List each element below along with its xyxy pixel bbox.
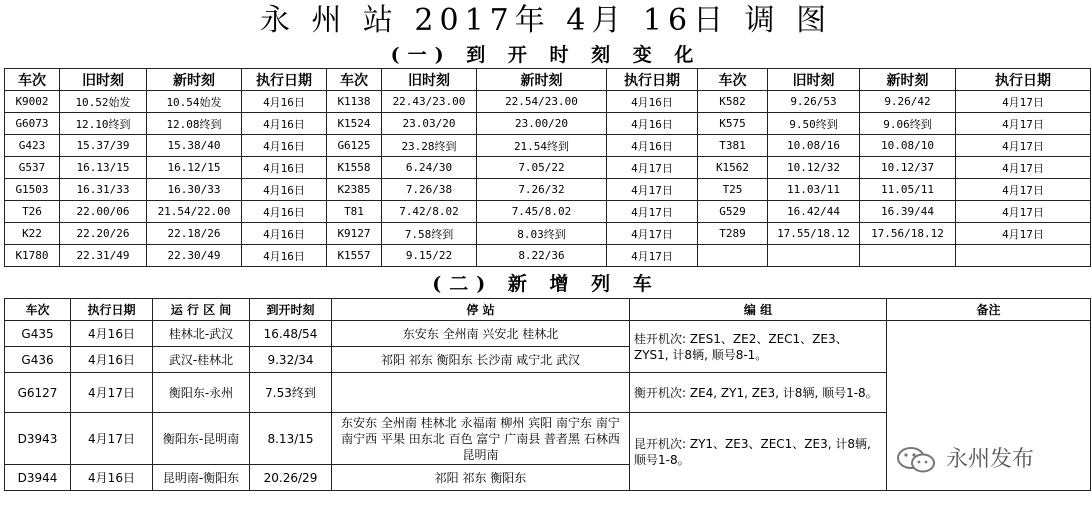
old-time: 22.43/23.00 [382, 91, 477, 113]
new-time: 7.26/32 [477, 179, 607, 201]
execution-date: 4月17日 [956, 91, 1091, 113]
old-time: 9.15/22 [382, 245, 477, 267]
execution-date: 4月16日 [242, 223, 327, 245]
column-header: 新时刻 [147, 69, 242, 91]
train-number: K1138 [327, 91, 382, 113]
arrive-depart-time: 9.32/34 [250, 347, 332, 373]
column-header: 执行日期 [607, 69, 698, 91]
train-number: T25 [698, 179, 768, 201]
train-number: D3944 [5, 465, 71, 491]
train-number: G436 [5, 347, 71, 373]
new-time: 7.05/22 [477, 157, 607, 179]
execution-date: 4月16日 [242, 113, 327, 135]
execution-date: 4月16日 [242, 157, 327, 179]
train-number: G529 [698, 201, 768, 223]
old-time: 16.31/33 [60, 179, 147, 201]
column-header: 车次 [5, 299, 71, 321]
new-time: 22.18/26 [147, 223, 242, 245]
new-time: 7.45/8.02 [477, 201, 607, 223]
train-number: K1780 [5, 245, 60, 267]
train-number: K1562 [698, 157, 768, 179]
old-time: 17.55/18.12 [768, 223, 860, 245]
execution-date: 4月17日 [607, 245, 698, 267]
old-time [768, 245, 860, 267]
table-row [5, 157, 1091, 179]
old-time: 10.52始发 [60, 91, 147, 113]
train-number: K22 [5, 223, 60, 245]
old-time: 16.42/44 [768, 201, 860, 223]
execution-date: 4月17日 [607, 157, 698, 179]
column-header: 运 行 区 间 [153, 299, 250, 321]
train-number [698, 245, 768, 267]
new-time: 22.30/49 [147, 245, 242, 267]
new-time [860, 245, 956, 267]
old-time: 7.58终到 [382, 223, 477, 245]
train-number: G423 [5, 135, 60, 157]
old-time: 22.00/06 [60, 201, 147, 223]
train-number: K1557 [327, 245, 382, 267]
page-title: 永 州 站 2017年 4月 16日 调 图 [259, 3, 833, 38]
train-number: G1503 [5, 179, 60, 201]
table-row [5, 223, 1091, 245]
new-time: 15.38/40 [147, 135, 242, 157]
table-header-row [5, 69, 1091, 91]
old-time: 11.03/11 [768, 179, 860, 201]
train-number: T289 [698, 223, 768, 245]
execution-date: 4月17日 [956, 113, 1091, 135]
new-time: 17.56/18.12 [860, 223, 956, 245]
new-time: 8.22/36 [477, 245, 607, 267]
new-time: 21.54终到 [477, 135, 607, 157]
execution-date: 4月17日 [607, 201, 698, 223]
execution-date: 4月17日 [71, 413, 153, 465]
column-header: 执行日期 [242, 69, 327, 91]
arrive-depart-time: 7.53终到 [250, 373, 332, 413]
train-number: G537 [5, 157, 60, 179]
new-time: 9.06终到 [860, 113, 956, 135]
new-time: 21.54/22.00 [147, 201, 242, 223]
old-time: 7.42/8.02 [382, 201, 477, 223]
train-number: G6125 [327, 135, 382, 157]
train-number: G435 [5, 321, 71, 347]
new-time: 11.05/11 [860, 179, 956, 201]
train-number: K582 [698, 91, 768, 113]
column-header: 旧时刻 [382, 69, 477, 91]
section2-title: (二) 新 增 列 车 [432, 273, 660, 295]
execution-date: 4月16日 [242, 245, 327, 267]
train-number: K1524 [327, 113, 382, 135]
old-time: 23.28终到 [382, 135, 477, 157]
stops: 祁阳 祁东 衡阳东 长沙南 咸宁北 武汉 [332, 347, 630, 373]
route: 衡阳东-昆明南 [153, 413, 250, 465]
stops: 东安东 全州南 兴安北 桂林北 [332, 321, 630, 347]
formation: 昆开机次: ZY1、ZE3、ZEC1、ZE3, 计8辆, 顺号1-8。 [630, 413, 887, 491]
old-time: 10.12/32 [768, 157, 860, 179]
table-row [5, 245, 1091, 267]
arrive-depart-time: 16.48/54 [250, 321, 332, 347]
table-row [5, 91, 1091, 113]
table-row [5, 135, 1091, 157]
column-header: 新时刻 [860, 69, 956, 91]
column-header: 备注 [887, 299, 1091, 321]
train-number: K2385 [327, 179, 382, 201]
formation: 桂开机次: ZES1、ZE2、ZEC1、ZE3、ZYS1, 计8辆, 顺号8-1。 [630, 321, 887, 373]
route: 昆明南-衡阳东 [153, 465, 250, 491]
train-number: T381 [698, 135, 768, 157]
execution-date: 4月17日 [956, 201, 1091, 223]
formation: 衡开机次: ZE4, ZY1, ZE3, 计8辆, 顺号1-8。 [630, 373, 887, 413]
execution-date: 4月16日 [242, 91, 327, 113]
column-header: 车次 [5, 69, 60, 91]
new-time: 10.08/10 [860, 135, 956, 157]
execution-date: 4月16日 [71, 321, 153, 347]
execution-date: 4月16日 [607, 135, 698, 157]
new-time: 9.26/42 [860, 91, 956, 113]
watermark-text: 永州发布 [946, 447, 1035, 472]
old-time: 23.03/20 [382, 113, 477, 135]
column-header: 车次 [327, 69, 382, 91]
new-time: 16.30/33 [147, 179, 242, 201]
execution-date: 4月16日 [607, 113, 698, 135]
train-number: D3943 [5, 413, 71, 465]
execution-date: 4月16日 [71, 465, 153, 491]
old-time: 22.20/26 [60, 223, 147, 245]
old-time: 9.50终到 [768, 113, 860, 135]
train-number: K9127 [327, 223, 382, 245]
table-row [5, 179, 1091, 201]
old-time: 12.10终到 [60, 113, 147, 135]
old-time: 10.08/16 [768, 135, 860, 157]
execution-date: 4月17日 [956, 135, 1091, 157]
new-time: 16.39/44 [860, 201, 956, 223]
timetable-changes-table [4, 68, 1091, 267]
table-row [5, 321, 1091, 347]
old-time: 15.37/39 [60, 135, 147, 157]
train-number: K9002 [5, 91, 60, 113]
old-time: 16.13/15 [60, 157, 147, 179]
wechat-icon [895, 445, 939, 475]
execution-date [956, 245, 1091, 267]
column-header: 新时刻 [477, 69, 607, 91]
new-time: 23.00/20 [477, 113, 607, 135]
table-row [5, 113, 1091, 135]
execution-date: 4月17日 [956, 179, 1091, 201]
execution-date: 4月16日 [71, 347, 153, 373]
column-header: 旧时刻 [768, 69, 860, 91]
new-time: 22.54/23.00 [477, 91, 607, 113]
section1-title: (一) 到 开 时 刻 变 化 [390, 44, 702, 66]
execution-date: 4月16日 [242, 179, 327, 201]
route: 衡阳东-永州 [153, 373, 250, 413]
train-number: T26 [5, 201, 60, 223]
old-time: 22.31/49 [60, 245, 147, 267]
train-number: K575 [698, 113, 768, 135]
new-time: 16.12/15 [147, 157, 242, 179]
watermark [895, 440, 1085, 480]
route: 武汉-桂林北 [153, 347, 250, 373]
column-header: 停 站 [332, 299, 630, 321]
execution-date: 4月16日 [607, 91, 698, 113]
new-time: 10.12/37 [860, 157, 956, 179]
train-number: T81 [327, 201, 382, 223]
execution-date: 4月17日 [607, 179, 698, 201]
new-time: 10.54始发 [147, 91, 242, 113]
old-time: 6.24/30 [382, 157, 477, 179]
arrive-depart-time: 8.13/15 [250, 413, 332, 465]
column-header: 编 组 [630, 299, 887, 321]
execution-date: 4月17日 [607, 223, 698, 245]
execution-date: 4月17日 [71, 373, 153, 413]
stops [332, 373, 630, 413]
table-header-row [5, 299, 1091, 321]
new-time: 12.08终到 [147, 113, 242, 135]
column-header: 执行日期 [71, 299, 153, 321]
stops: 祁阳 祁东 衡阳东 [332, 465, 630, 491]
train-number: K1558 [327, 157, 382, 179]
route: 桂林北-武汉 [153, 321, 250, 347]
column-header: 旧时刻 [60, 69, 147, 91]
column-header: 到开时刻 [250, 299, 332, 321]
train-number: G6127 [5, 373, 71, 413]
column-header: 车次 [698, 69, 768, 91]
execution-date: 4月17日 [956, 157, 1091, 179]
execution-date: 4月17日 [956, 223, 1091, 245]
old-time: 7.26/38 [382, 179, 477, 201]
new-time: 8.03终到 [477, 223, 607, 245]
old-time: 9.26/53 [768, 91, 860, 113]
train-number: G6073 [5, 113, 60, 135]
column-header: 执行日期 [956, 69, 1091, 91]
execution-date: 4月16日 [242, 135, 327, 157]
table-row [5, 201, 1091, 223]
arrive-depart-time: 20.26/29 [250, 465, 332, 491]
stops: 东安东 全州南 桂林北 永福南 柳州 宾阳 南宁东 南宁 南宁西 平果 田东北 百色 富宁 广南县 普者黑 石林西 昆明南 [332, 413, 630, 465]
execution-date: 4月16日 [242, 201, 327, 223]
